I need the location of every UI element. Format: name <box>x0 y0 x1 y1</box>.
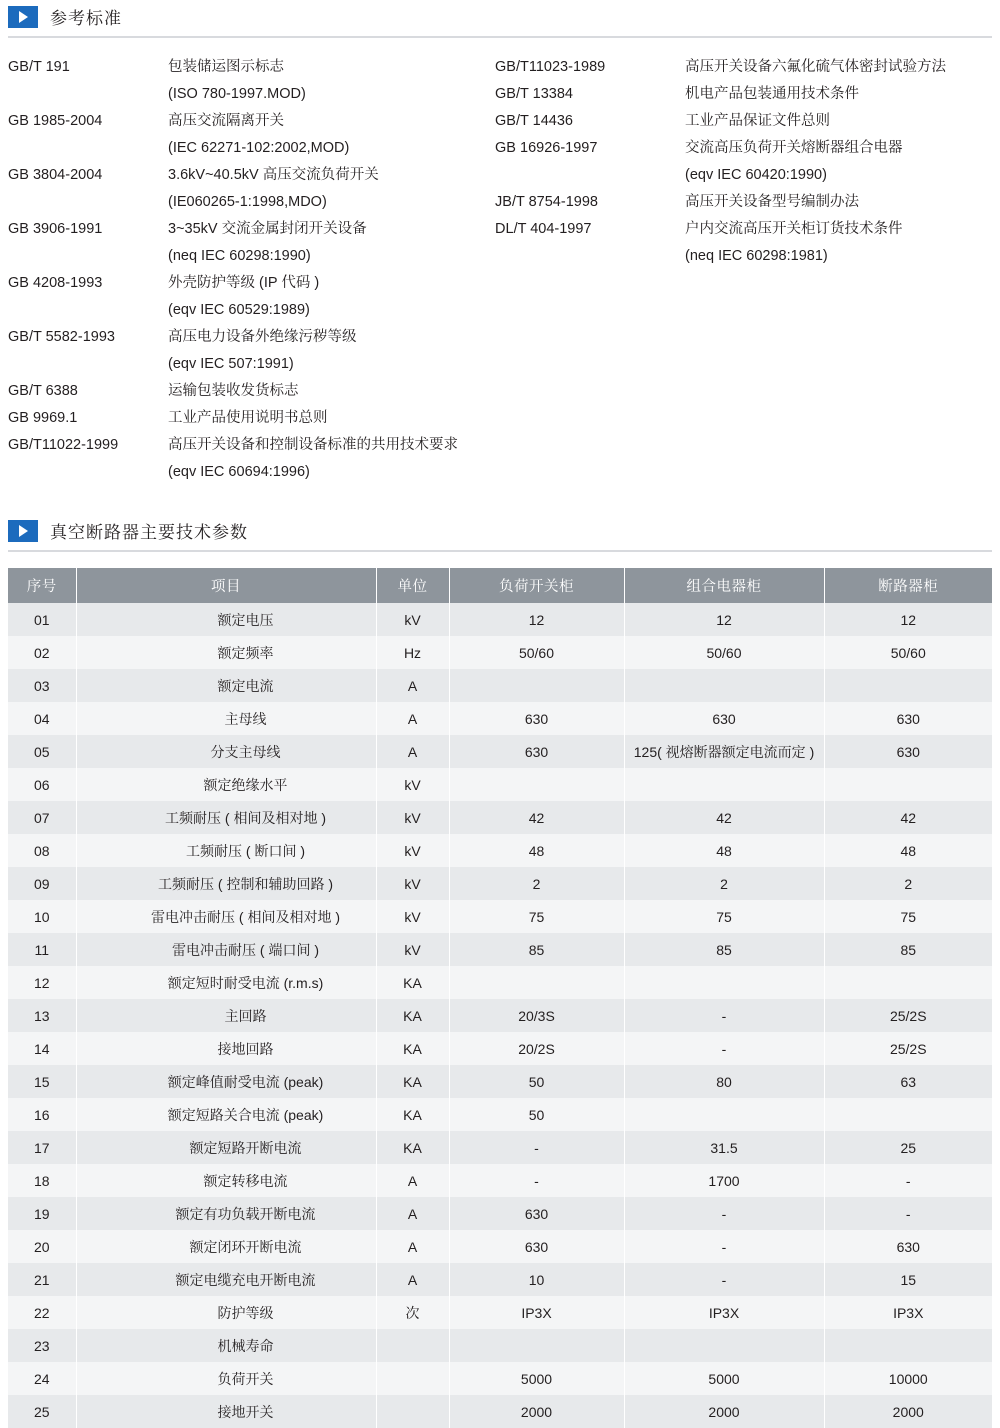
cell-no: 09 <box>8 867 76 900</box>
cell-v2: 31.5 <box>624 1131 824 1164</box>
cell-v3 <box>824 669 992 702</box>
standard-desc: (neq IEC 60298:1990) <box>168 248 311 264</box>
cell-item: 额定电压 <box>76 603 376 636</box>
cell-v3: 2 <box>824 867 992 900</box>
spec-table <box>8 568 992 1428</box>
cell-no: 07 <box>8 801 76 834</box>
cell-no: 17 <box>8 1131 76 1164</box>
standard-code: GB/T11023-1989 <box>495 59 606 75</box>
table-row <box>8 933 992 966</box>
cell-v1: 85 <box>449 933 624 966</box>
table-row <box>8 999 992 1032</box>
cell-unit: KA <box>376 1131 449 1164</box>
cell-v3: IP3X <box>824 1296 992 1329</box>
cell-v1 <box>449 669 624 702</box>
cell-no: 16 <box>8 1098 76 1131</box>
cell-unit: 次 <box>376 1296 449 1329</box>
cell-item: 雷电冲击耐压 ( 端口间 ) <box>76 933 376 966</box>
cell-no: 04 <box>8 702 76 735</box>
cell-unit: Hz <box>376 636 449 669</box>
cell-v2: 2000 <box>624 1395 824 1428</box>
table-header-row <box>8 568 992 603</box>
cell-item: 工频耐压 ( 断口间 ) <box>76 834 376 867</box>
cell-v1: IP3X <box>449 1296 624 1329</box>
standard-desc: 3~35kV 交流金属封闭开关设备 <box>168 221 367 237</box>
cell-v2 <box>624 1329 824 1362</box>
cell-v2: 42 <box>624 801 824 834</box>
table-row <box>8 1263 992 1296</box>
standards-column-right <box>495 54 992 486</box>
cell-unit <box>376 1395 449 1428</box>
cell-unit: KA <box>376 1065 449 1098</box>
cell-unit: kV <box>376 834 449 867</box>
standard-desc: (eqv IEC 60529:1989) <box>168 302 310 318</box>
cell-v1: 630 <box>449 1230 624 1263</box>
standard-desc: (eqv IEC 507:1991) <box>168 356 294 372</box>
cell-v1: 2 <box>449 867 624 900</box>
cell-unit: KA <box>376 1098 449 1131</box>
standard-code: GB 1985-2004 <box>8 113 103 129</box>
cell-v2: IP3X <box>624 1296 824 1329</box>
cell-item: 负荷开关 <box>76 1362 376 1395</box>
table-row <box>8 1230 992 1263</box>
cell-unit: kV <box>376 900 449 933</box>
cell-v1: 10 <box>449 1263 624 1296</box>
standard-desc: 高压交流隔离开关 <box>168 113 284 129</box>
cell-item: 机械寿命 <box>76 1329 376 1362</box>
cell-v1: 20/3S <box>449 999 624 1032</box>
play-triangle-icon <box>8 520 38 542</box>
cell-v1 <box>449 1329 624 1362</box>
cell-v3 <box>824 966 992 999</box>
cell-v1: 50 <box>449 1098 624 1131</box>
cell-item: 工频耐压 ( 控制和辅助回路 ) <box>76 867 376 900</box>
cell-item: 额定峰值耐受电流 (peak) <box>76 1065 376 1098</box>
standard-desc: (eqv IEC 60694:1996) <box>168 464 310 480</box>
cell-v1: - <box>449 1164 624 1197</box>
standard-row <box>8 405 495 432</box>
cell-item: 工频耐压 ( 相间及相对地 ) <box>76 801 376 834</box>
cell-no: 21 <box>8 1263 76 1296</box>
standard-row <box>495 243 992 270</box>
standard-desc: 高压开关设备型号编制办法 <box>685 194 860 210</box>
cell-v2: 5000 <box>624 1362 824 1395</box>
cell-v3: 630 <box>824 1230 992 1263</box>
cell-unit: A <box>376 735 449 768</box>
cell-v3: 15 <box>824 1263 992 1296</box>
cell-unit <box>376 1329 449 1362</box>
cell-v3: 25/2S <box>824 999 992 1032</box>
standard-code: GB 16926-1997 <box>495 140 598 156</box>
cell-v1: 42 <box>449 801 624 834</box>
cell-item: 雷电冲击耐压 ( 相间及相对地 ) <box>76 900 376 933</box>
cell-item: 额定转移电流 <box>76 1164 376 1197</box>
standard-code: GB/T 6388 <box>8 383 78 399</box>
cell-v3: 25/2S <box>824 1032 992 1065</box>
standard-code: GB/T 191 <box>8 59 70 75</box>
cell-v1: 75 <box>449 900 624 933</box>
standard-code: GB 4208-1993 <box>8 275 103 291</box>
cell-item: 额定有功负载开断电流 <box>76 1197 376 1230</box>
cell-item: 额定电流 <box>76 669 376 702</box>
cell-item: 额定频率 <box>76 636 376 669</box>
cell-unit: kV <box>376 933 449 966</box>
cell-item: 额定闭环开断电流 <box>76 1230 376 1263</box>
cell-v3: 85 <box>824 933 992 966</box>
cell-no: 15 <box>8 1065 76 1098</box>
cell-no: 19 <box>8 1197 76 1230</box>
table-row <box>8 1362 992 1395</box>
table-row <box>8 834 992 867</box>
cell-v2: 630 <box>624 702 824 735</box>
cell-v2: 75 <box>624 900 824 933</box>
standard-row <box>8 432 495 459</box>
section-header-standards <box>8 0 992 38</box>
standard-row <box>8 351 495 378</box>
cell-v3: 50/60 <box>824 636 992 669</box>
column-header-breaker-cabinet: 断路器柜 <box>824 568 992 603</box>
cell-v2: 12 <box>624 603 824 636</box>
section-title: 参考标准 <box>50 9 122 28</box>
standards-block <box>8 54 992 486</box>
table-row <box>8 867 992 900</box>
cell-v2: 50/60 <box>624 636 824 669</box>
cell-no: 24 <box>8 1362 76 1395</box>
standard-row <box>8 378 495 405</box>
cell-v3 <box>824 1329 992 1362</box>
section-title: 真空断路器主要技术参数 <box>50 523 248 542</box>
cell-item: 主母线 <box>76 702 376 735</box>
standard-code: GB 3804-2004 <box>8 167 103 183</box>
table-row <box>8 636 992 669</box>
standard-desc: 包装储运图示标志 <box>168 59 284 75</box>
standard-desc: (ISO 780-1997.MOD) <box>168 86 306 102</box>
cell-v1: 50/60 <box>449 636 624 669</box>
table-row <box>8 1131 992 1164</box>
table-row <box>8 900 992 933</box>
cell-unit: A <box>376 669 449 702</box>
standard-desc: 交流高压负荷开关熔断器组合电器 <box>685 140 903 156</box>
standard-desc: 户内交流高压开关柜订货技术条件 <box>685 221 903 237</box>
standard-desc: (IE060265-1:1998,MDO) <box>168 194 327 210</box>
play-triangle-icon <box>8 6 38 28</box>
table-row <box>8 1197 992 1230</box>
standard-row <box>495 189 992 216</box>
table-row <box>8 669 992 702</box>
cell-item: 额定电缆充电开断电流 <box>76 1263 376 1296</box>
cell-no: 14 <box>8 1032 76 1065</box>
cell-v1: 20/2S <box>449 1032 624 1065</box>
cell-v2 <box>624 966 824 999</box>
standard-row <box>8 297 495 324</box>
cell-v2 <box>624 1098 824 1131</box>
table-row <box>8 1329 992 1362</box>
cell-item: 额定绝缘水平 <box>76 768 376 801</box>
cell-item: 额定短路关合电流 (peak) <box>76 1098 376 1131</box>
cell-no: 06 <box>8 768 76 801</box>
standard-row <box>8 189 495 216</box>
cell-item: 额定短时耐受电流 (r.m.s) <box>76 966 376 999</box>
cell-unit: kV <box>376 768 449 801</box>
cell-v2: 125( 视熔断器额定电流而定 ) <box>624 735 824 768</box>
cell-unit <box>376 1362 449 1395</box>
standard-row <box>8 243 495 270</box>
cell-unit: A <box>376 1164 449 1197</box>
cell-no: 05 <box>8 735 76 768</box>
cell-v3: 2000 <box>824 1395 992 1428</box>
cell-v2: - <box>624 1197 824 1230</box>
cell-v3: 63 <box>824 1065 992 1098</box>
cell-v3: 12 <box>824 603 992 636</box>
standard-code: GB 3906-1991 <box>8 221 103 237</box>
cell-item: 额定短路开断电流 <box>76 1131 376 1164</box>
cell-unit: kV <box>376 603 449 636</box>
standard-code: GB/T 14436 <box>495 113 573 129</box>
cell-v3 <box>824 768 992 801</box>
section-header-specs <box>8 514 992 552</box>
cell-unit: A <box>376 1230 449 1263</box>
cell-item: 防护等级 <box>76 1296 376 1329</box>
cell-v3: 25 <box>824 1131 992 1164</box>
standard-code: GB/T11022-1999 <box>8 437 119 453</box>
standard-row <box>495 135 992 162</box>
column-header-unit: 单位 <box>376 568 449 603</box>
table-row <box>8 735 992 768</box>
cell-item: 主回路 <box>76 999 376 1032</box>
cell-no: 25 <box>8 1395 76 1428</box>
cell-v2: - <box>624 1032 824 1065</box>
standard-desc: 工业产品保证文件总则 <box>685 113 831 129</box>
cell-no: 22 <box>8 1296 76 1329</box>
cell-no: 01 <box>8 603 76 636</box>
cell-item: 接地回路 <box>76 1032 376 1065</box>
standard-row <box>8 270 495 297</box>
cell-unit: kV <box>376 801 449 834</box>
cell-v2: - <box>624 999 824 1032</box>
cell-v1 <box>449 966 624 999</box>
cell-v2: - <box>624 1230 824 1263</box>
cell-unit: KA <box>376 999 449 1032</box>
standard-row <box>495 108 992 135</box>
table-row <box>8 1065 992 1098</box>
cell-item: 接地开关 <box>76 1395 376 1428</box>
cell-no: 03 <box>8 669 76 702</box>
cell-v3: 10000 <box>824 1362 992 1395</box>
cell-no: 12 <box>8 966 76 999</box>
standard-code: JB/T 8754-1998 <box>495 194 598 210</box>
standard-desc: 机电产品包装通用技术条件 <box>685 86 860 102</box>
standard-code: GB/T 5582-1993 <box>8 329 115 345</box>
cell-v1 <box>449 768 624 801</box>
table-row <box>8 966 992 999</box>
cell-unit: KA <box>376 966 449 999</box>
standard-desc: 工业产品使用说明书总则 <box>168 410 328 426</box>
cell-unit: A <box>376 1197 449 1230</box>
cell-no: 11 <box>8 933 76 966</box>
cell-v1: 5000 <box>449 1362 624 1395</box>
cell-v3: - <box>824 1197 992 1230</box>
cell-v3 <box>824 1098 992 1131</box>
cell-v2 <box>624 768 824 801</box>
standard-row <box>8 216 495 243</box>
table-row <box>8 1098 992 1131</box>
cell-v1: 630 <box>449 735 624 768</box>
column-header-item: 项目 <box>76 568 376 603</box>
cell-v1: 2000 <box>449 1395 624 1428</box>
cell-unit: kV <box>376 867 449 900</box>
cell-no: 18 <box>8 1164 76 1197</box>
cell-v1: 630 <box>449 702 624 735</box>
standard-desc: 3.6kV~40.5kV 高压交流负荷开关 <box>168 167 379 183</box>
standard-desc: (eqv IEC 60420:1990) <box>685 167 827 183</box>
cell-no: 13 <box>8 999 76 1032</box>
standard-desc: 高压开关设备和控制设备标准的共用技术要求 <box>168 437 458 453</box>
cell-v2: - <box>624 1263 824 1296</box>
cell-v3: 630 <box>824 735 992 768</box>
standard-desc: 运输包装收发货标志 <box>168 383 299 399</box>
cell-v2: 48 <box>624 834 824 867</box>
standard-row <box>495 216 992 243</box>
cell-unit: A <box>376 1263 449 1296</box>
cell-no: 08 <box>8 834 76 867</box>
cell-v1: 50 <box>449 1065 624 1098</box>
standard-desc: 外壳防护等级 (IP 代码 ) <box>168 275 320 291</box>
standard-row <box>8 81 495 108</box>
cell-v3: - <box>824 1164 992 1197</box>
cell-v2: 1700 <box>624 1164 824 1197</box>
cell-unit: A <box>376 702 449 735</box>
table-row <box>8 768 992 801</box>
cell-v2: 80 <box>624 1065 824 1098</box>
cell-v3: 42 <box>824 801 992 834</box>
cell-no: 10 <box>8 900 76 933</box>
standard-row <box>8 54 495 81</box>
column-header-load-switch-cabinet: 负荷开关柜 <box>449 568 624 603</box>
table-body <box>8 603 992 1428</box>
standard-code: DL/T 404-1997 <box>495 221 592 237</box>
cell-v2: 2 <box>624 867 824 900</box>
standard-row <box>8 108 495 135</box>
standard-desc: (IEC 62271-102:2002,MOD) <box>168 140 350 156</box>
cell-item: 分支主母线 <box>76 735 376 768</box>
standards-column-left <box>8 54 495 486</box>
column-header-combined-apparatus-cabinet: 组合电器柜 <box>624 568 824 603</box>
column-header-no: 序号 <box>8 568 76 603</box>
standard-row <box>495 162 992 189</box>
cell-v2: 85 <box>624 933 824 966</box>
cell-no: 20 <box>8 1230 76 1263</box>
cell-v3: 630 <box>824 702 992 735</box>
table-row <box>8 1296 992 1329</box>
cell-v3: 48 <box>824 834 992 867</box>
cell-unit: KA <box>376 1032 449 1065</box>
table-row <box>8 603 992 636</box>
cell-v1: 630 <box>449 1197 624 1230</box>
cell-v3: 75 <box>824 900 992 933</box>
cell-v1: 48 <box>449 834 624 867</box>
table-row <box>8 801 992 834</box>
standard-row <box>8 135 495 162</box>
standard-row <box>8 162 495 189</box>
standard-row <box>8 459 495 486</box>
cell-no: 23 <box>8 1329 76 1362</box>
standard-row <box>495 81 992 108</box>
table-row <box>8 1164 992 1197</box>
cell-v2 <box>624 669 824 702</box>
table-row <box>8 1032 992 1065</box>
standard-desc: 高压开关设备六氟化硫气体密封试验方法 <box>685 59 947 75</box>
standard-code: GB/T 13384 <box>495 86 573 102</box>
cell-v1: - <box>449 1131 624 1164</box>
standard-code: GB 9969.1 <box>8 410 78 426</box>
cell-v1: 12 <box>449 603 624 636</box>
standard-row <box>495 54 992 81</box>
table-row <box>8 702 992 735</box>
standard-desc: 高压电力设备外绝缘污秽等级 <box>168 329 357 345</box>
cell-no: 02 <box>8 636 76 669</box>
standard-row <box>8 324 495 351</box>
table-row <box>8 1395 992 1428</box>
standard-desc: (neq IEC 60298:1981) <box>685 248 828 264</box>
